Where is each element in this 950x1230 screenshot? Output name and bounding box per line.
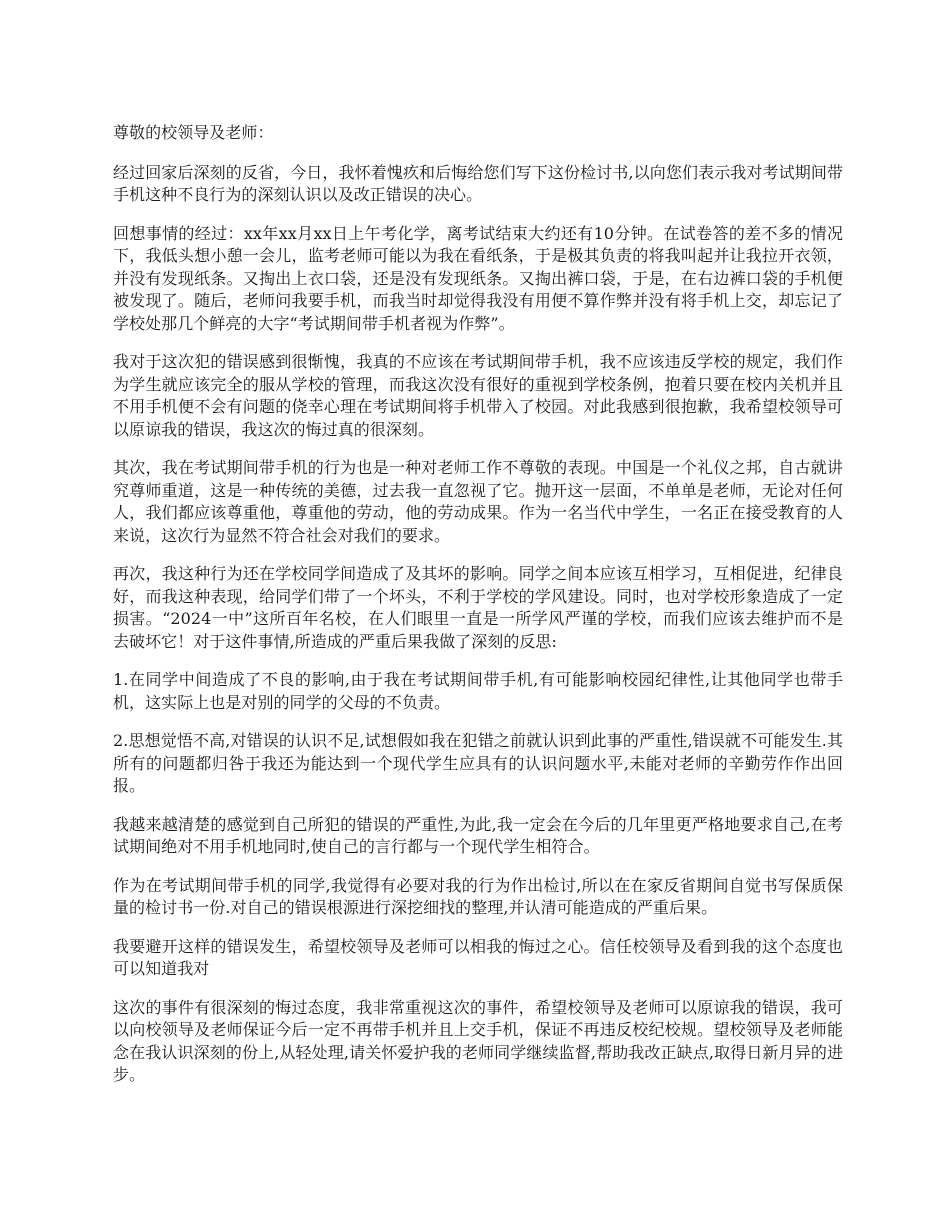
document-body xyxy=(113,122,843,1103)
paragraph-2: 回想事情的经过：xx年xx月xx日上午考化学，离考试结束大约还有10分钟。在试卷答的差不多的情况下，我低头想小憩一会儿，监考老师可能以为我在看纸条，于是极其负责的将我叫起并让我拉开衣领，并没有发现纸条。又掏出上衣口袋，还是没有发现纸条。又掏出裤口袋，于是，在右边裤口袋的手机便被发现了。随后，老师问我要手机，而我当时却觉得我没有用便不算作弊并没有将手机上交，却忘记了学校处那几个鲜亮的大字“考试期间带手机者视为作弊”。 xyxy=(113,223,843,333)
salutation: 尊敬的校领导及老师： xyxy=(113,123,274,142)
paragraph-4: 其次，我在考试期间带手机的行为也是一种对老师工作不尊敬的表现。中国是一个礼仪之邦，自古就讲究尊师重道，这是一种传统的美德，过去我一直忽视了它。抛开这一层面，不单单是老师，无论对任何人，我们都应该尊重他，尊重他的劳动，他的劳动成果。作为一名当代中学生，一名正在接受教育的人来说，这次行为显然不符合社会对我们的要求。 xyxy=(113,458,843,545)
paragraph-5: 再次，我这种行为还在学校同学间造成了及其坏的影响。同学之间本应该互相学习，互相促进，纪律良好，而我这种表现，给同学们带了一个坏头，不利于学校的学风建设。同时，也对学校形象造成了一定损害。“2024一中”这所百年名校，在人们眼里一直是一所学风严谨的学校，而我们应该去维护而不是去破坏它！对于这件事情,所造成的严重后果我做了深刻的反思: xyxy=(113,564,843,651)
paragraph-11: 这次的事件有很深刻的悔过态度，我非常重视这次的事件，希望校领导及老师可以原谅我的错误，我可以向校领导及老师保证今后一定不再带手机并且上交手机，保证不再违反校纪校规。望校领导及老师能念在我认识深刻的份上,从轻处理,请关怀爱护我的老师同学继续监督,帮助我改正缺点,取得日新月异的进步。 xyxy=(113,997,843,1084)
paragraph-7: 2.思想觉悟不高,对错误的认识不足,试想假如我在犯错之前就认识到此事的严重性,错误就不可能发生.其所有的问题都归咎于我还为能达到一个现代学生应具有的认识问题水平,未能对老师的辛勤劳作作出回报。 xyxy=(113,731,843,795)
paragraph-9: 作为在考试期间带手机的同学,我觉得有必要对我的行为作出检讨,所以在在家反省期间自觉书写保质保量的检讨书一份.对自己的错误根源进行深挖细找的整理,并认清可能造成的严重后果。 xyxy=(113,875,843,917)
paragraph-10: 我要避开这样的错误发生，希望校领导及老师可以相我的悔过之心。信任校领导及看到我的这个态度也可以知道我对 xyxy=(113,936,843,978)
paragraph-1: 经过回家后深刻的反省，今日，我怀着愧疚和后悔给您们写下这份检讨书,以向您们表示我对考试期间带手机这种不良行为的深刻认识以及改正错误的决心。 xyxy=(113,162,843,204)
paragraph-6: 1.在同学中间造成了不良的影响,由于我在考试期间带手机,有可能影响校园纪律性,让其他同学也带手机，这实际上也是对别的同学的父母的不负责。 xyxy=(113,670,843,712)
paragraph-3: 我对于这次犯的错误感到很惭愧，我真的不应该在考试期间带手机，我不应该违反学校的规定，我们作为学生就应该完全的服从学校的管理，而我这次没有很好的重视到学校条例，抱着只要在校内关机并且不用手机便不会有问题的侥幸心理在考试期间将手机带入了校园。对此我感到很抱歉，我希望校领导可以原谅我的错误，我这次的悔过真的很深刻。 xyxy=(113,352,843,439)
paragraph-8: 我越来越清楚的感觉到自己所犯的错误的严重性,为此,我一定会在今后的几年里更严格地要求自己,在考试期间绝对不用手机地同时,使自己的言行都与一个现代学生相符合。 xyxy=(113,814,843,856)
